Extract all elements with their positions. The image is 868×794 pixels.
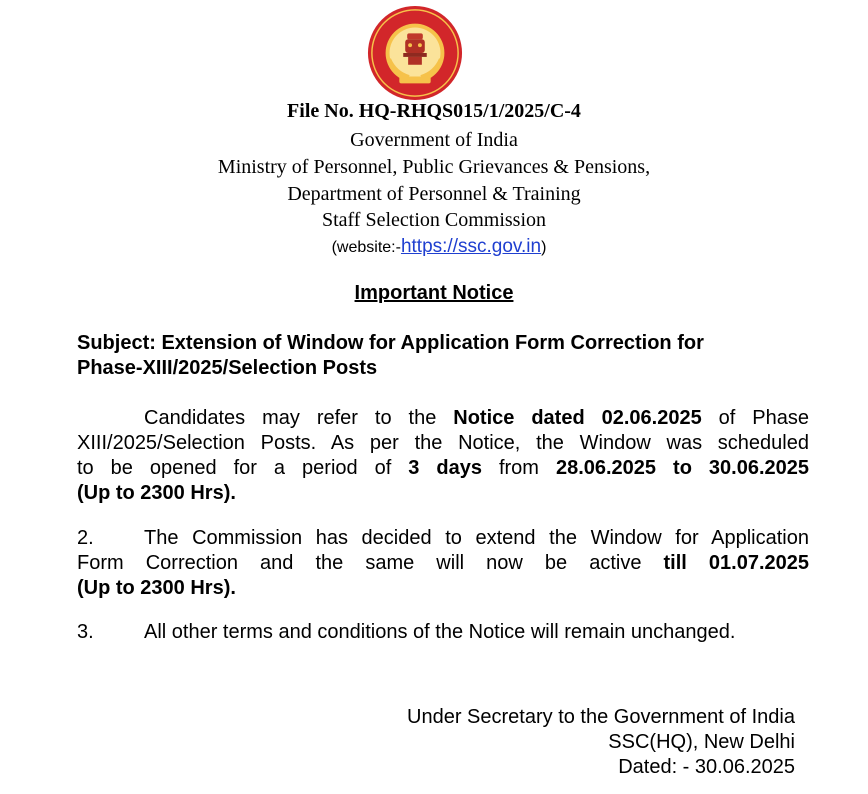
paragraph-2 bbox=[77, 526, 809, 601]
paragraph-2-number: 2. bbox=[77, 527, 94, 549]
subject bbox=[77, 331, 817, 381]
signature-designation: Under Secretary to the Government of India bbox=[407, 706, 795, 728]
paragraph-1-line-1: Candidates may refer to the Notice dated 02.06.2025 of Phase bbox=[144, 407, 809, 429]
subject-line-2: Phase-XIII/2025/Selection Posts bbox=[77, 357, 378, 379]
commission-line: Staff Selection Commission bbox=[321, 209, 547, 231]
paragraph-1-line-2: XIII/2025/Selection Posts. As per the Notice, the Window was scheduled bbox=[77, 432, 809, 454]
department-line: Department of Personnel & Training bbox=[287, 183, 581, 205]
paragraph-2-line-2: Form Correction and the same will now be active till 01.07.2025 bbox=[77, 552, 810, 574]
paragraph-2-line-3: (Up to 2300 Hrs). bbox=[77, 577, 236, 599]
signature-date: Dated: - 30.06.2025 bbox=[618, 756, 795, 778]
notice-title: Important Notice bbox=[354, 282, 514, 304]
paragraph-3-line-1: 3. All other terms and conditions of the Notice will remain unchanged. bbox=[77, 621, 736, 643]
website-suffix: ) bbox=[541, 239, 547, 256]
ssc-emblem-icon bbox=[366, 4, 464, 102]
ministry-line: Ministry of Personnel, Public Grievances & Pensions, bbox=[217, 156, 651, 178]
government-line: Government of India bbox=[350, 129, 518, 151]
signature-office: SSC(HQ), New Delhi bbox=[608, 731, 795, 753]
file-number: File No. HQ-RHQS015/1/2025/C-4 bbox=[287, 100, 581, 122]
subject-line-1: Subject: Extension of Window for Application Form Correction for bbox=[77, 332, 704, 354]
website-line bbox=[5, 234, 868, 261]
paragraph-1-line-4: (Up to 2300 Hrs). bbox=[77, 482, 236, 504]
paragraph-3-number: 3. bbox=[77, 621, 94, 643]
paragraph-1 bbox=[77, 406, 809, 506]
paragraph-2-line-1: 2. The Commission has decided to extend the Window for Application bbox=[77, 527, 809, 549]
website-prefix: (website:- bbox=[331, 239, 401, 256]
paragraph-1-line-3: to be opened for a period of 3 days from 28.06.2025 to 30.06.2025 bbox=[77, 457, 809, 479]
website-link[interactable]: https://ssc.gov.in bbox=[400, 236, 542, 257]
paragraph-3 bbox=[77, 620, 809, 645]
